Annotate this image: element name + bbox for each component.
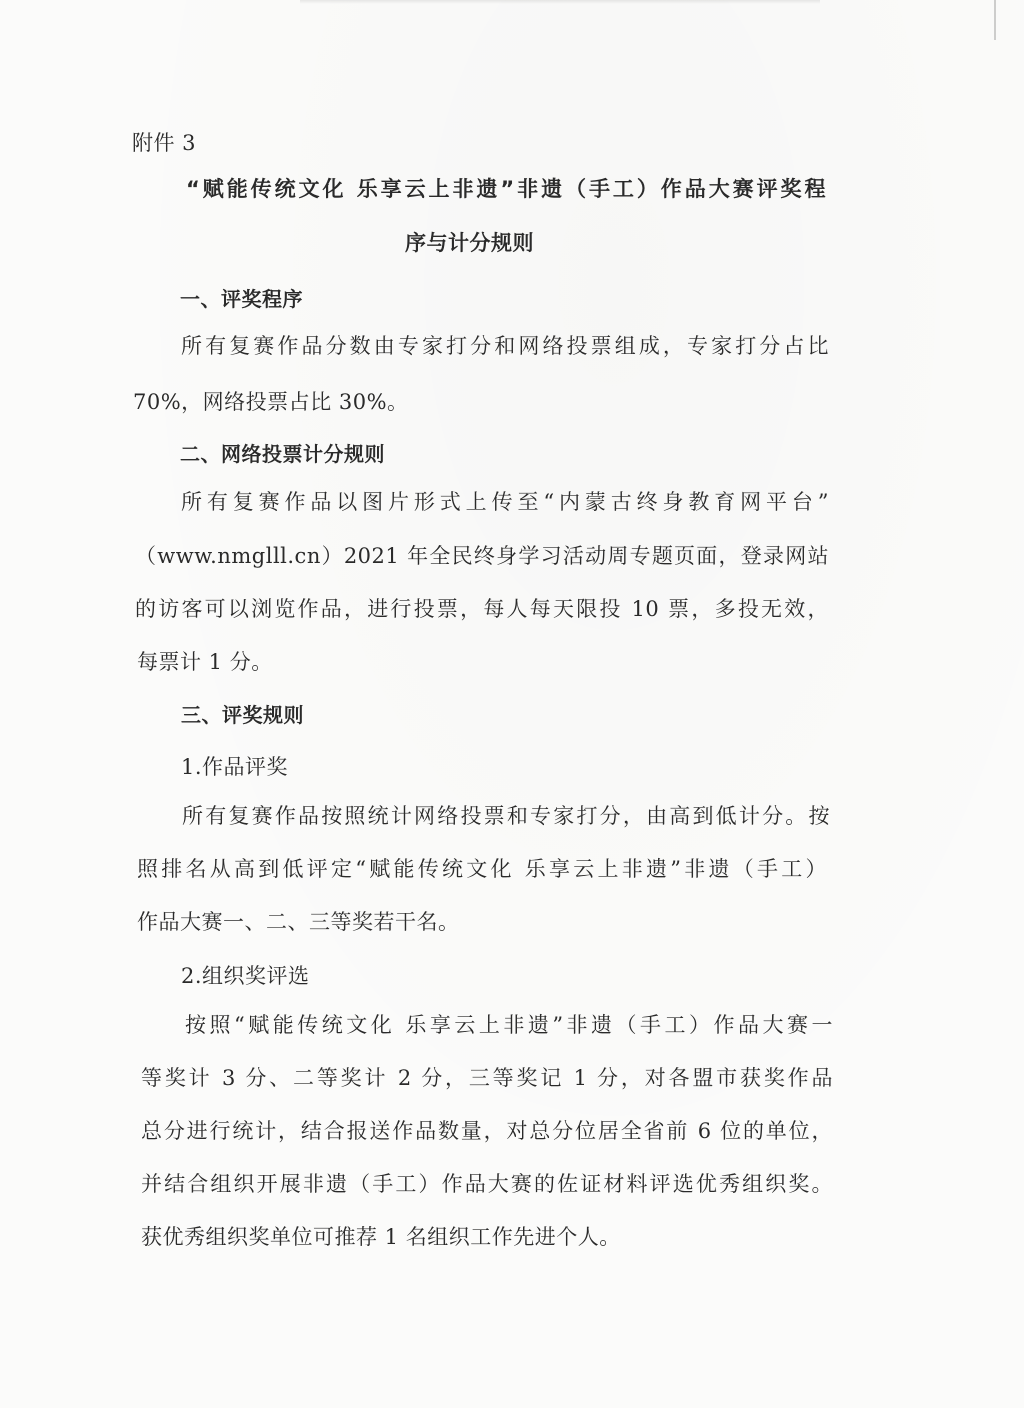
section-2-paragraph-line-3: 的访客可以浏览作品，进行投票，每人每天限投 10 票，多投无效， xyxy=(135,597,829,621)
document-title-line-1: “赋能传统文化 乐享云上非遗”非遗（手工）作品大赛评奖程 xyxy=(186,177,826,201)
subsection-1-paragraph-line-2: 照排名从高到低评定“赋能传统文化 乐享云上非遗”非遗（手工） xyxy=(137,857,827,881)
subsection-2-heading: 2.组织奖评选 xyxy=(181,964,310,988)
section-3-heading: 三、评奖规则 xyxy=(181,703,304,727)
section-2-paragraph-line-1: 所有复赛作品以图片形式上传至“内蒙古终身教育网平台” xyxy=(181,490,829,514)
subsection-2-paragraph-line-1: 按照“赋能传统文化 乐享云上非遗”非遗（手工）作品大赛一 xyxy=(185,1013,833,1037)
section-2-heading: 二、网络投票计分规则 xyxy=(180,442,385,466)
subsection-2-paragraph-line-3: 总分进行统计，结合报送作品数量，对总分位居全省前 6 位的单位， xyxy=(141,1119,833,1143)
scan-shadow-right xyxy=(994,0,996,40)
attachment-label: 附件 3 xyxy=(132,131,197,155)
subsection-2-paragraph-line-2: 等奖计 3 分、二等奖计 2 分，三等奖记 1 分，对各盟市获奖作品 xyxy=(141,1066,833,1090)
scan-shadow-top xyxy=(300,0,820,4)
section-1-paragraph-line-1: 所有复赛作品分数由专家打分和网络投票组成，专家打分占比 xyxy=(181,334,829,358)
section-1-heading: 一、评奖程序 xyxy=(180,287,303,311)
subsection-2-paragraph-line-5: 获优秀组织奖单位可推荐 1 名组织工作先进个人。 xyxy=(141,1225,621,1249)
subsection-1-paragraph-line-1: 所有复赛作品按照统计网络投票和专家打分，由高到低计分。按 xyxy=(182,804,830,828)
section-2-paragraph-line-4: 每票计 1 分。 xyxy=(137,650,273,674)
subsection-2-paragraph-line-4: 并结合组织开展非遗（手工）作品大赛的佐证材料评选优秀组织奖。 xyxy=(141,1172,833,1196)
subsection-1-paragraph-line-3: 作品大赛一、二、三等奖若干名。 xyxy=(137,910,460,934)
section-1-paragraph-line-2: 70%，网络投票占比 30%。 xyxy=(133,390,409,414)
subsection-1-heading: 1.作品评奖 xyxy=(181,755,289,779)
document-title-line-2: 序与计分规则 xyxy=(405,231,534,255)
section-2-paragraph-line-2: （www.nmglll.cn）2021 年全民终身学习活动周专题页面，登录网站 xyxy=(135,544,829,568)
